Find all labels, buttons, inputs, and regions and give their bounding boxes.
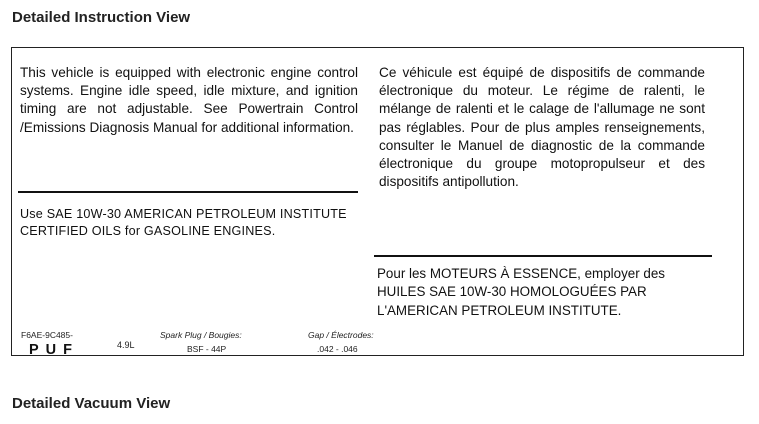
english-divider xyxy=(18,191,358,193)
vacuum-view-heading: Detailed Vacuum View xyxy=(12,395,171,412)
part-number: F6AE-9C485- xyxy=(21,330,73,340)
spark-plug-value: BSF - 44P xyxy=(187,344,227,354)
gap-label: Gap / Électrodes: xyxy=(308,330,374,340)
english-info-text: This vehicle is equipped with electronic engine control systems. Engine idle speed, idle mixture, and ignition timing are not adjustable. See Powertrain Control /Emissions Diagnosis Manual for additional information. xyxy=(20,65,358,135)
french-oil-block xyxy=(377,265,717,320)
english-oil-text: Use SAE 10W-30 AMERICAN PETROLEUM INSTITUTE CERTIFIED OILS for GASOLINE ENGINES. xyxy=(20,207,347,238)
engine-displacement: 4.9L xyxy=(117,340,135,350)
instruction-view-heading: Detailed Instruction View xyxy=(12,9,191,26)
spark-plug-label: Spark Plug / Bougies: xyxy=(160,330,242,340)
french-oil-text: Pour les MOTEURS À ESSENCE, employer des HUILES SAE 10W-30 HOMOLOGUÉES PAR L'AMERICAN PETROLEUM INSTITUTE. xyxy=(377,266,665,318)
emission-label xyxy=(11,47,744,356)
engine-code: PUF xyxy=(29,342,79,358)
english-oil-block xyxy=(20,206,358,240)
gap-value: .042 - .046 xyxy=(317,344,358,354)
french-info-text: Ce véhicule est équipé de dispositifs de commande électronique du moteur. Le régime de ralenti, le mélange de ralenti et le calage de l'allumage ne sont pas réglables. Pour de plus amples renseignements, consulter le Manuel de diagnostic de la commande électronique du groupe motopropulseur et des dispositifs antipollution. xyxy=(379,65,705,190)
english-info-block xyxy=(20,64,358,137)
french-info-block xyxy=(379,64,705,191)
french-divider xyxy=(374,255,712,257)
